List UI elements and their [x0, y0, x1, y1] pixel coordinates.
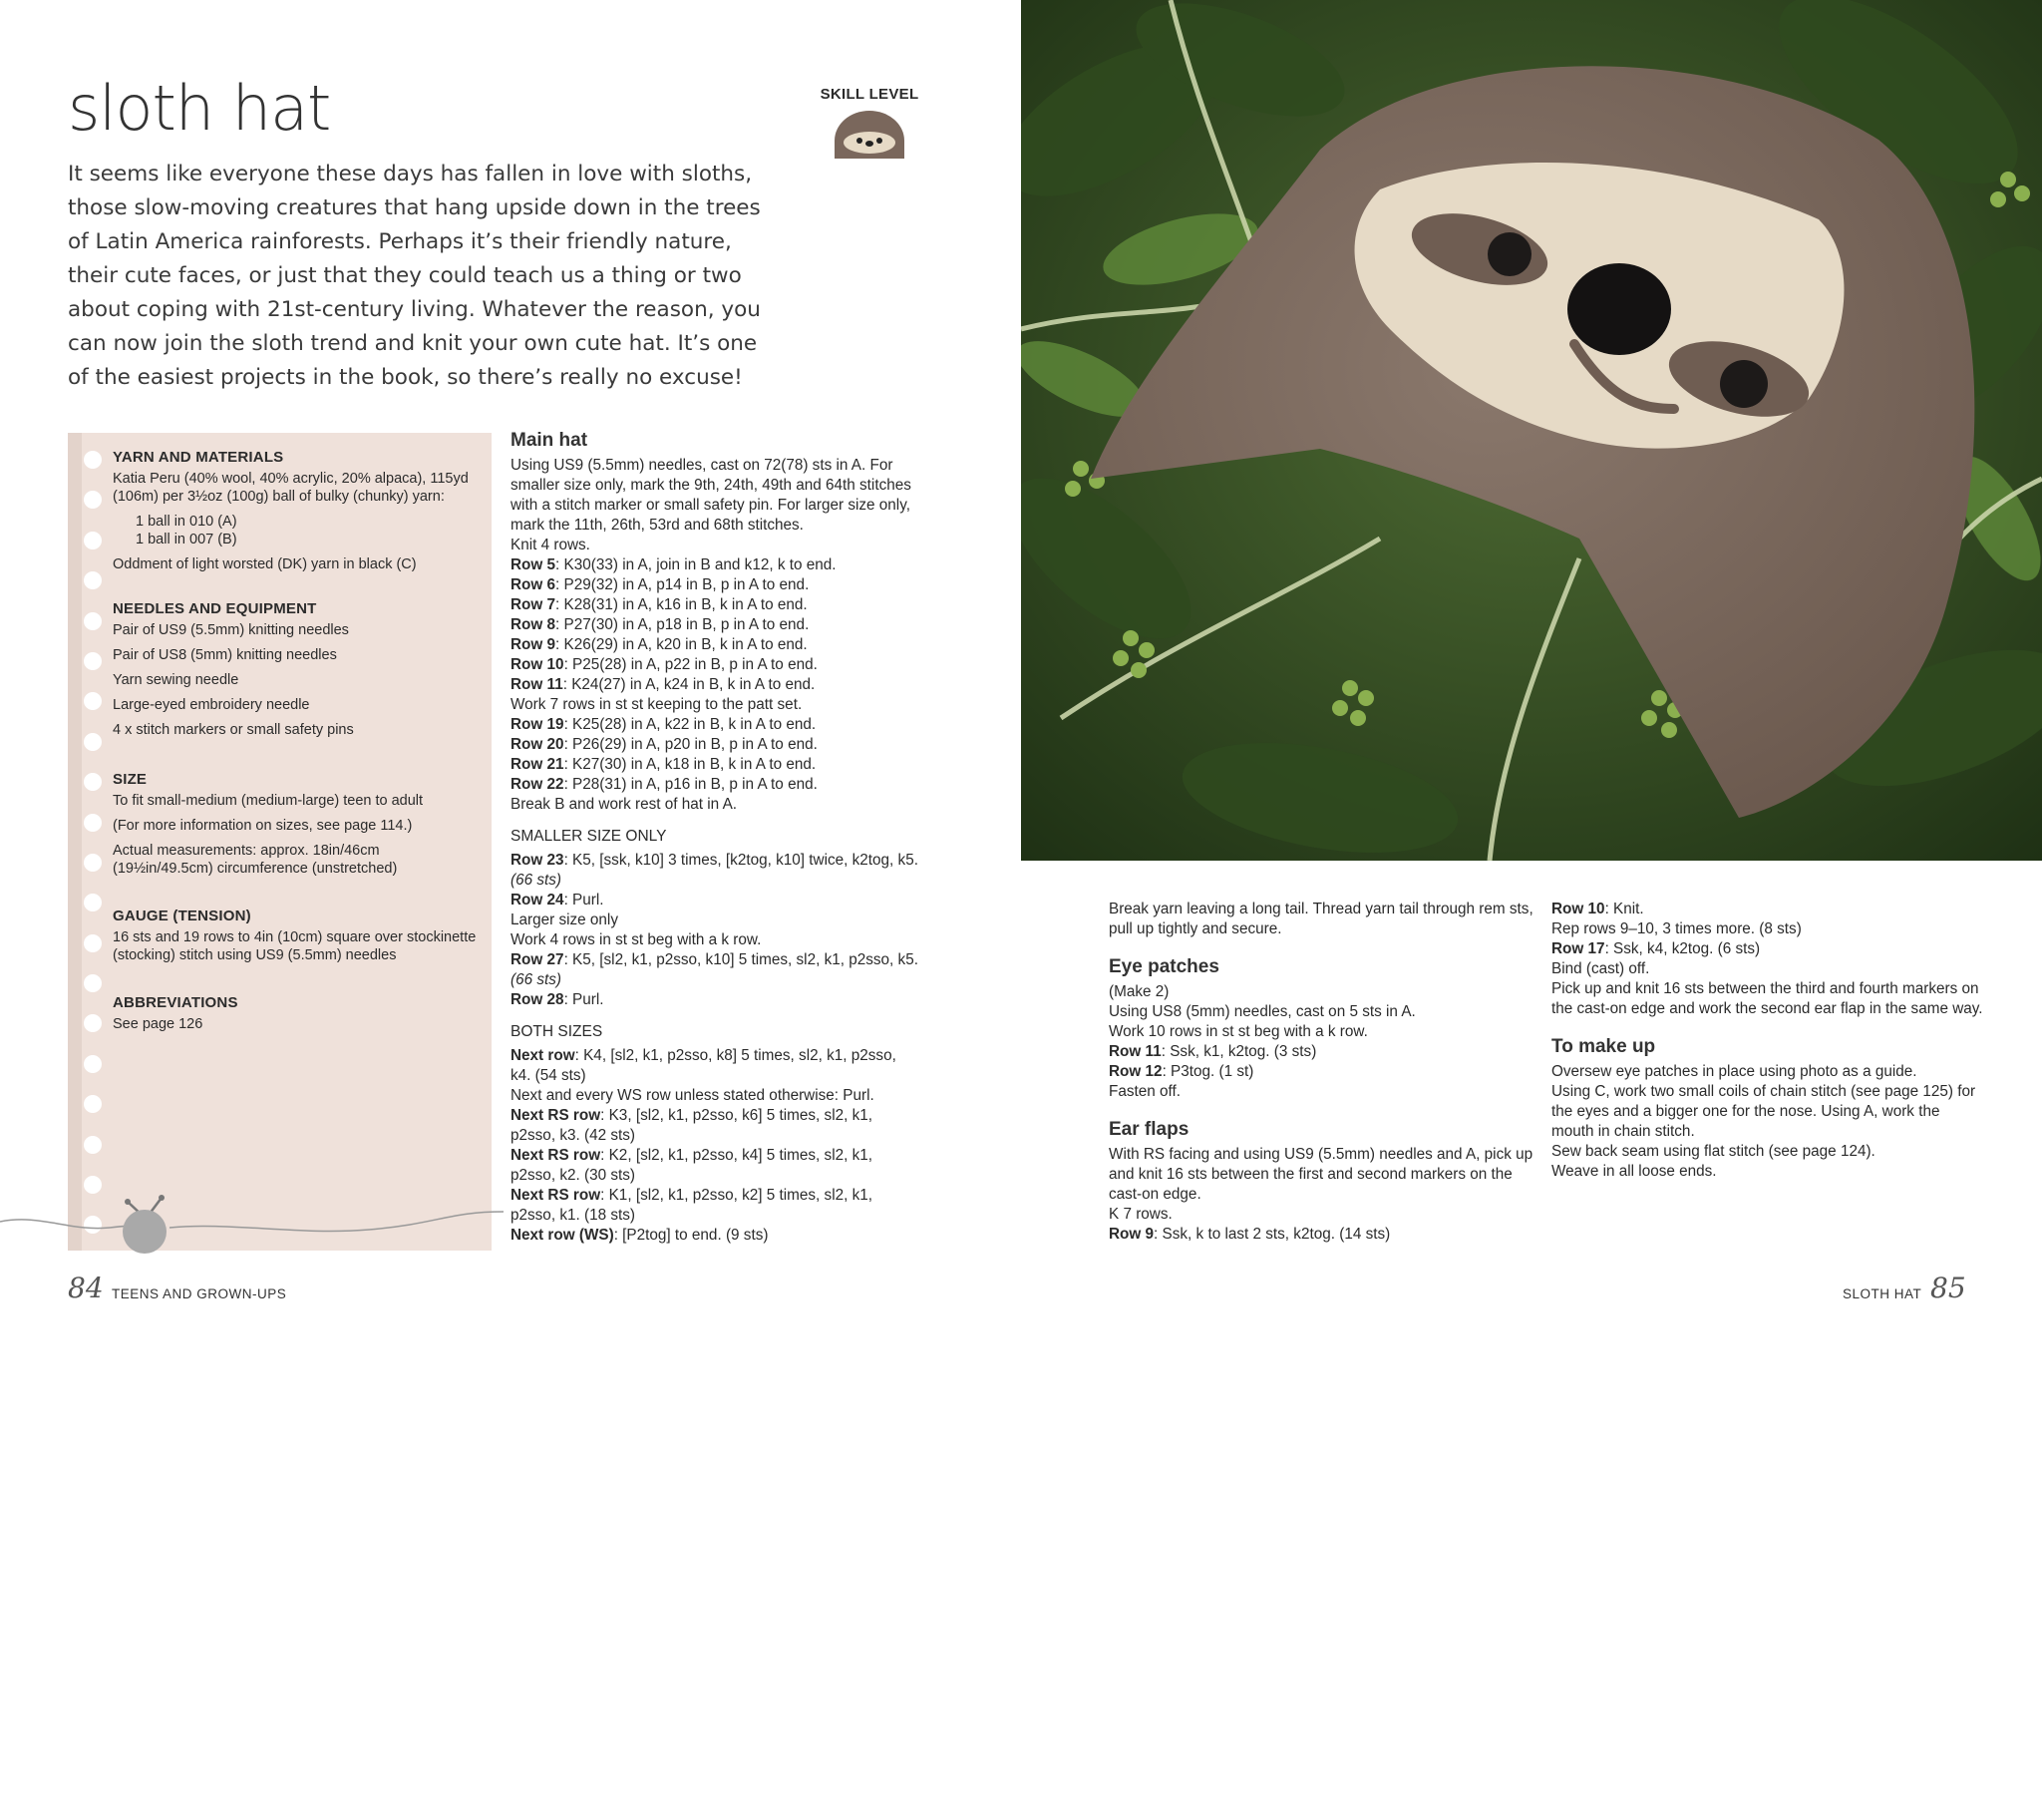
- row-instruction: Row 8: P27(30) in A, p18 in B, p in A to end.: [510, 616, 810, 633]
- oversew: Oversew eye patches in place using photo as a guide.: [1551, 1063, 1917, 1080]
- size-measurements: Actual measurements: approx. 18in/46cm (19½in/49.5cm) circumference (unstretched): [113, 843, 398, 877]
- row-instruction: Row 5: K30(33) in A, join in B and k12, k to end.: [510, 556, 837, 573]
- row-instruction: Row 9: K26(29) in A, k20 in B, k in A to end.: [510, 636, 808, 653]
- gauge-text: 16 sts and 19 rows to 4in (10cm) square over stockinette (stocking) stitch using US9 (5.5mm) needles: [113, 929, 477, 963]
- yarn-b: 1 ball in 007 (B): [136, 531, 237, 547]
- needles-item: Pair of US8 (5mm) knitting needles: [113, 646, 337, 663]
- bind-off: Bind (cast) off.: [1551, 960, 1650, 977]
- fasten-off: Fasten off.: [1109, 1083, 1181, 1100]
- row-instruction: Row 28: Purl.: [510, 991, 604, 1008]
- larger-work: Work 4 rows in st st beg with a k row.: [510, 931, 762, 948]
- chain-stitch: Using C, work two small coils of chain stitch (see page 125) for the eyes and a bigger one for the nose. Using A, work the mouth in chain stitch.: [1551, 1083, 1976, 1140]
- materials-sidebar: [68, 433, 492, 1251]
- needles-item: Pair of US9 (5.5mm) knitting needles: [113, 621, 349, 638]
- break-yarn: Break yarn leaving a long tail. Thread yarn tail through rem sts, pull up tightly and secure.: [1109, 901, 1533, 937]
- smaller-size-heading: SMALLER SIZE ONLY: [510, 828, 667, 845]
- column-eye-ear: [1109, 900, 1537, 1245]
- needles-heading: NEEDLES AND EQUIPMENT: [113, 599, 317, 617]
- break-b: Break B and work rest of hat in A.: [510, 796, 738, 813]
- main-hat-intro: Using US9 (5.5mm) needles, cast on 72(78) sts in A. For smaller size only, mark the 9th, 24th, 49th and 64th stitches with a stitch marker or small safety pin. For larger size only, mark the 11th, 26th, 53rd and 68th stitches.: [510, 457, 911, 534]
- row-instruction: Next RS row: K3, [sl2, k1, p2sso, k6] 5 times, sl2, k1, p2sso, k3. (42 sts): [510, 1107, 873, 1144]
- row-instruction: Row 17: Ssk, k4, k2tog. (6 sts): [1551, 940, 1761, 957]
- work-7-rows: Work 7 rows in st st keeping to the patt set.: [510, 696, 803, 713]
- column-make-up: [1551, 900, 1985, 1182]
- yarn-description: Katia Peru (40% wool, 40% acrylic, 20% alpaca), 115yd (106m) per 3½oz (100g) ball of bulky (chunky) yarn:: [113, 471, 469, 505]
- eye-work: Work 10 rows in st st beg with a k row.: [1109, 1023, 1368, 1040]
- notebook-rings: [84, 451, 104, 1820]
- row-instruction: Row 10: P25(28) in A, p22 in B, p in A to end.: [510, 656, 818, 673]
- row-instruction: Row 12: P3tog. (1 st): [1109, 1063, 1254, 1080]
- row-instruction: Row 19: K25(28) in A, k22 in B, k in A to end.: [510, 716, 817, 733]
- row-instruction: Row 27: K5, [sl2, k1, p2sso, k10] 5 times, sl2, k1, p2sso, k5. (66 sts): [510, 951, 918, 988]
- yarn-c: Oddment of light worsted (DK) yarn in black (C): [113, 556, 417, 572]
- footer-section-left: TEENS AND GROWN-UPS: [112, 1286, 287, 1301]
- row-instruction: Row 11: K24(27) in A, k24 in B, k in A to end.: [510, 676, 816, 693]
- row-instruction: Row 22: P28(31) in A, p16 in B, p in A to end.: [510, 776, 818, 793]
- main-hat-heading: Main hat: [510, 430, 588, 451]
- to-make-up-heading: To make up: [1551, 1036, 1656, 1057]
- abbreviations-text: See page 126: [113, 1016, 203, 1032]
- needles-section: [113, 600, 477, 740]
- notebook-spine: [68, 433, 82, 1251]
- row-instruction: Row 20: P26(29) in A, p20 in B, p in A to end.: [510, 736, 818, 753]
- skill-level-label: SKILL LEVEL: [820, 86, 919, 103]
- next-ws-row: Next and every WS row unless stated otherwise: Purl.: [510, 1087, 874, 1104]
- needles-item: Large-eyed embroidery needle: [113, 696, 310, 713]
- main-hat-instructions: [510, 431, 919, 1246]
- eye-patches-heading: Eye patches: [1109, 956, 1219, 977]
- footer-section-right: SLOTH HAT: [1843, 1286, 1922, 1301]
- yarn-heading: YARN AND MATERIALS: [113, 449, 284, 466]
- row-instruction: Row 10: Knit.: [1551, 901, 1644, 917]
- size-section: [113, 771, 477, 878]
- yarn-ball-illustration: [0, 1192, 518, 1262]
- yarn-a: 1 ball in 010 (A): [136, 514, 237, 530]
- sloth-hat-image: [1021, 0, 2042, 861]
- abbreviations-heading: ABBREVIATIONS: [113, 994, 238, 1011]
- knit-4-rows: Knit 4 rows.: [510, 537, 590, 553]
- row-instruction: Row 6: P29(32) in A, p14 in B, p in A to end.: [510, 576, 810, 593]
- row-instruction: Row 7: K28(31) in A, k16 in B, k in A to end.: [510, 596, 808, 613]
- make-2: (Make 2): [1109, 983, 1170, 1000]
- size-info: (For more information on sizes, see page 114.): [113, 818, 413, 834]
- larger-size-heading: Larger size only: [510, 911, 618, 928]
- sloth-skill-icon: [833, 111, 906, 161]
- row-instruction: Next RS row: K1, [sl2, k1, p2sso, k2] 5 times, sl2, k1, p2sso, k1. (18 sts): [510, 1187, 873, 1224]
- row-instruction: Next row: K4, [sl2, k1, p2sso, k8] 5 times, sl2, k1, p2sso, k4. (54 sts): [510, 1047, 896, 1084]
- ear-flaps-text: With RS facing and using US9 (5.5mm) needles and A, pick up and knit 16 sts between the first and second markers on the cast-on edge.: [1109, 1146, 1533, 1203]
- row-instruction: Row 24: Purl.: [510, 892, 604, 909]
- page-number-right: 85: [1930, 1272, 1966, 1304]
- row-instruction: Row 23: K5, [ssk, k10] 3 times, [k2tog, k10] twice, k2tog, k5. (66 sts): [510, 852, 918, 889]
- both-sizes-heading: BOTH SIZES: [510, 1023, 603, 1040]
- row-instruction: Next row (WS): [P2tog] to end. (9 sts): [510, 1227, 769, 1244]
- weave-ends: Weave in all loose ends.: [1551, 1163, 1717, 1180]
- ear-flaps-heading: Ear flaps: [1109, 1119, 1190, 1140]
- gauge-section: [113, 908, 477, 964]
- row-instruction: Row 9: Ssk, k to last 2 sts, k2tog. (14 sts): [1109, 1226, 1391, 1243]
- row-instruction: Row 11: Ssk, k1, k2tog. (3 sts): [1109, 1043, 1317, 1060]
- repeat-rows: Rep rows 9–10, 3 times more. (8 sts): [1551, 920, 1802, 937]
- row-instruction: Row 21: K27(30) in A, k18 in B, k in A to end.: [510, 756, 817, 773]
- pick-up-second-flap: Pick up and knit 16 sts between the third and fourth markers on the cast-on edge and work the second ear flap in the same way.: [1551, 980, 1983, 1017]
- sloth-hat-photo: [1021, 0, 2042, 861]
- skill-level: [818, 86, 921, 166]
- eye-cast-on: Using US8 (5mm) needles, cast on 5 sts in A.: [1109, 1003, 1416, 1020]
- abbreviations-section: [113, 994, 477, 1034]
- size-fit: To fit small-medium (medium-large) teen to adult: [113, 793, 424, 809]
- page-title: sloth hat: [68, 72, 331, 145]
- sew-seam: Sew back seam using flat stitch (see page 124).: [1551, 1143, 1875, 1160]
- row-instruction: Next RS row: K2, [sl2, k1, p2sso, k4] 5 times, sl2, k1, p2sso, k2. (30 sts): [510, 1147, 873, 1184]
- needles-item: 4 x stitch markers or small safety pins: [113, 721, 354, 738]
- gauge-heading: GAUGE (TENSION): [113, 908, 251, 924]
- size-heading: SIZE: [113, 771, 148, 788]
- needles-item: Yarn sewing needle: [113, 671, 239, 688]
- yarn-section: [113, 449, 477, 574]
- page-number-left: 84: [68, 1272, 104, 1304]
- intro-paragraph: It seems like everyone these days has fallen in love with sloths, those slow-moving creatures that hang upside down in the trees of Latin America rainforests. Perhaps it’s their friendly nature, their cute faces, or just that they could teach us a thing or two about coping with 21st-century living. Whatever the reason, you can now join the sloth trend and knit your own cute hat. It’s one of the easiest projects in the book, so there’s really no excuse!: [68, 162, 761, 390]
- k-7-rows: K 7 rows.: [1109, 1206, 1173, 1223]
